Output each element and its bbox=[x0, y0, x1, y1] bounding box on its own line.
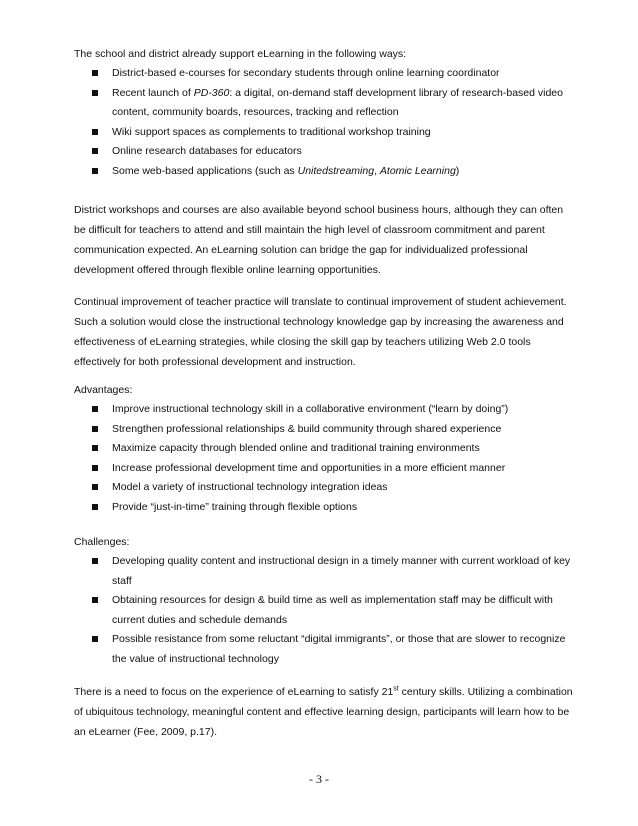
list-item: Obtaining resources for design & build time as well as implementation staff may be difficult with current duties and schedule demands bbox=[74, 591, 574, 630]
list-item: Developing quality content and instructional design in a timely manner with current workload of key staff bbox=[74, 552, 574, 591]
bullet-icon bbox=[92, 636, 98, 642]
list-item: Wiki support spaces as complements to traditional workshop training bbox=[74, 123, 574, 143]
challenges-section bbox=[74, 532, 574, 669]
list-item: Strengthen professional relationships & build community through shared experience bbox=[74, 420, 574, 440]
list-item: Online research databases for educators bbox=[74, 142, 574, 162]
intro-section bbox=[74, 44, 574, 181]
list-item: Some web-based applications (such as Unitedstreaming, Atomic Learning) bbox=[74, 162, 574, 182]
bullet-icon bbox=[92, 465, 98, 471]
list-item: Increase professional development time and opportunities in a more efficient manner bbox=[74, 459, 574, 479]
challenges-heading: Challenges: bbox=[74, 536, 130, 548]
list-item: District-based e-courses for secondary students through online learning coordinator bbox=[74, 64, 574, 84]
support-list bbox=[74, 64, 574, 181]
list-item: Recent launch of PD-360: a digital, on-demand staff development library of research-based video content, community boards, resources, tracking and reflection bbox=[74, 84, 574, 123]
page-number: - 3 - bbox=[309, 772, 329, 786]
bullet-icon bbox=[92, 426, 98, 432]
list-item: Provide “just-in-time” training through flexible options bbox=[74, 498, 574, 518]
bullet-icon bbox=[92, 406, 98, 412]
advantages-heading: Advantages: bbox=[74, 384, 133, 396]
list-item: Maximize capacity through blended online and traditional training environments bbox=[74, 439, 574, 459]
bullet-icon bbox=[92, 70, 98, 76]
bullet-icon bbox=[92, 504, 98, 510]
bullet-icon bbox=[92, 148, 98, 154]
paragraph-improvement: Continual improvement of teacher practice will translate to continual improvement of student achievement. Such a solution would close the instructional technology knowledge gap by increasing the awareness and effectiveness of eLearning strategies, while closing the skill gap by teachers utilizing Web 2.0 tools effectively for both professional development and instruction. bbox=[74, 296, 567, 368]
list-item: Model a variety of instructional technology integration ideas bbox=[74, 478, 574, 498]
bullet-icon bbox=[92, 445, 98, 451]
paragraph-workshops: District workshops and courses are also available beyond school business hours, although they can often be difficult for teachers to attend and still maintain the high level of classroom commitment and parent communication expected. An eLearning solution can bridge the gap for individualized professional development offered through flexible online learning opportunities. bbox=[74, 204, 564, 276]
bullet-icon bbox=[92, 90, 98, 96]
list-item: Improve instructional technology skill in a collaborative environment (“learn by doing”) bbox=[74, 400, 574, 420]
bullet-icon bbox=[92, 129, 98, 135]
list-item: Possible resistance from some reluctant “digital immigrants”, or those that are slower to recognize the value of instructional technology bbox=[74, 630, 574, 669]
advantages-list bbox=[74, 400, 574, 517]
intro-text: The school and district already support eLearning in the following ways: bbox=[74, 48, 407, 60]
challenges-list bbox=[74, 552, 574, 669]
bullet-icon bbox=[92, 558, 98, 564]
bullet-icon bbox=[92, 484, 98, 490]
bullet-icon bbox=[92, 168, 98, 174]
closing-paragraph: There is a need to focus on the experience of eLearning to satisfy 21st century skills. Utilizing a combination of ubiquitous technology, meaningful content and effective learning design, participants will learn how to be an eLearner (Fee, 2009, p.17). bbox=[74, 685, 573, 738]
bullet-icon bbox=[92, 597, 98, 603]
advantages-section bbox=[74, 380, 574, 517]
